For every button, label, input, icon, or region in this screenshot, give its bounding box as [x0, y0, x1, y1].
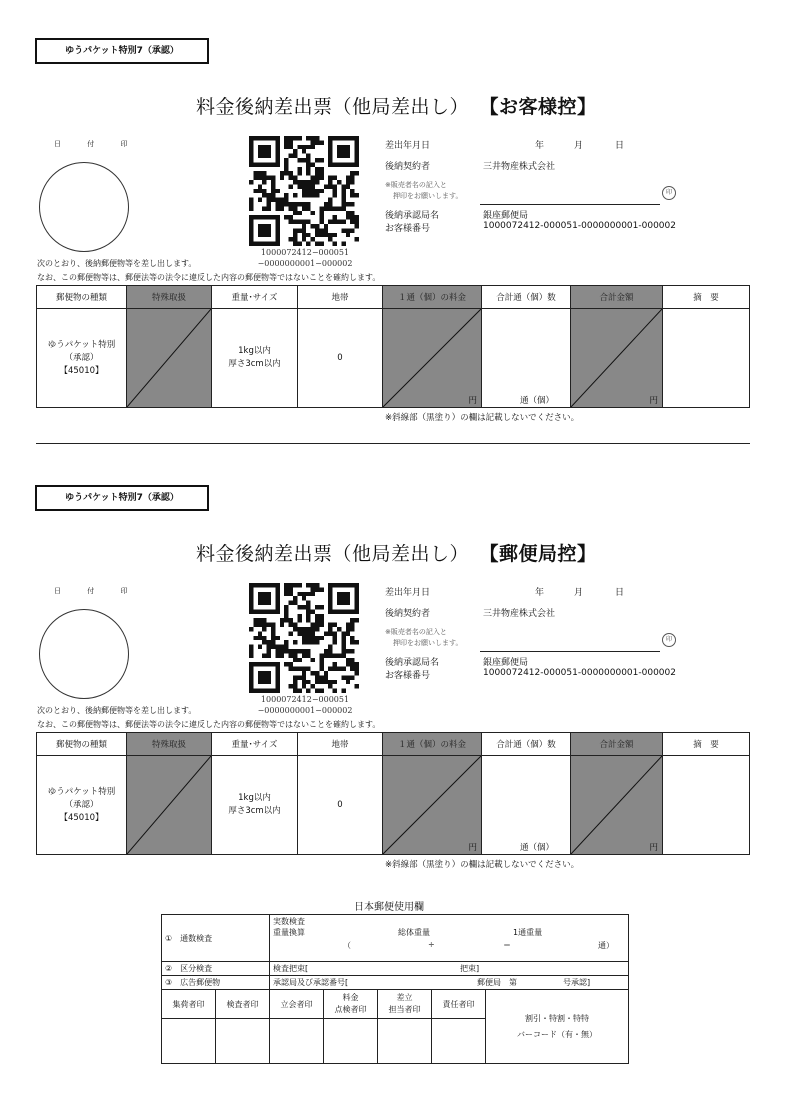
month-label: 月: [574, 588, 584, 598]
table-header-row: [37, 733, 750, 756]
diagonal-slash-icon: [127, 309, 211, 407]
qr-number-line2: −0000000001−000002: [257, 706, 353, 715]
discount-line1: 割引・特割・特特: [525, 1013, 590, 1023]
actual-check-label: 実数検査: [273, 917, 306, 926]
class-check-row: [162, 962, 629, 976]
stamp-header-row: [162, 990, 629, 1019]
qr-code-icon: [247, 583, 361, 693]
ad-mail-label: ③ 広告郵便物: [162, 976, 270, 990]
size-line2: 厚さ3cm以内: [228, 359, 281, 369]
table-header-row: [37, 286, 750, 309]
sender-stamp: [378, 990, 432, 1019]
paren-open: （: [343, 941, 352, 950]
header-remarks: 摘 要: [663, 286, 750, 309]
sender-line1: 差立: [396, 993, 413, 1002]
mail-type-line3: 【45010】: [59, 365, 104, 376]
weight-size-cell: [212, 756, 298, 855]
date-label: 差出年月日: [385, 588, 431, 598]
yen-unit: 円: [468, 396, 477, 406]
date-stamp-label: 日 付 印: [54, 587, 140, 595]
mail-type-line2: （承認）: [64, 799, 99, 810]
total-amount-cell: [571, 756, 663, 855]
count-check-row: [162, 915, 629, 962]
header-total-amount: 合計金額: [571, 286, 663, 309]
bundle-close: 把束]: [460, 964, 480, 973]
total-count-cell: [482, 309, 571, 408]
size-line1: 1kg以内: [238, 793, 271, 803]
formula-row: [273, 940, 625, 953]
date-stamp-circle: [39, 162, 129, 252]
contractor-value: 三井物産株式会社: [483, 609, 556, 619]
seal-mark: 印: [662, 186, 676, 200]
customer-copy-section: [0, 0, 787, 430]
header-mail-type: 郵便物の種類: [37, 286, 127, 309]
seller-note: [385, 627, 462, 649]
seller-note-line1: ※販売者名の記入と: [385, 628, 447, 636]
collector-stamp-area: [162, 1019, 216, 1064]
mail-type-line1: ゆうパケット特別: [47, 339, 116, 350]
witness-stamp: 立会者印: [270, 990, 324, 1019]
header-mail-type: 郵便物の種類: [37, 733, 127, 756]
year-label: 年: [535, 588, 545, 598]
diagonal-slash-icon: [127, 756, 211, 854]
qr-number-line1: 1000072412−000051: [260, 248, 350, 257]
note-line1: 次のとおり、後納郵便物等を差し出します。: [37, 706, 197, 715]
qr-code-icon: [247, 136, 361, 246]
form-title-main: 料金後納差出票（他局差出し）: [196, 96, 470, 118]
witness-stamp-area: [270, 1019, 324, 1064]
weight-size-cell: [212, 309, 298, 408]
customer-number-value: 1000072412-000051-0000000001-000002: [483, 221, 676, 231]
post-office-copy-section: [0, 447, 787, 877]
header-zone: 地帯: [298, 286, 383, 309]
diagonal-slash-icon: [383, 756, 481, 854]
single-weight-label: 1通重量: [513, 928, 543, 937]
contractor-label: 後納契約者: [385, 609, 431, 619]
form-title: [196, 92, 597, 119]
total-amount-cell: [571, 309, 663, 408]
contractor-label: 後納契約者: [385, 162, 431, 172]
signature-line: [480, 651, 660, 652]
mail-details-table: [36, 285, 750, 408]
header-weight-size: 重量･サイズ: [212, 733, 298, 756]
fee-inspect-line1: 料金: [342, 993, 359, 1002]
header-remarks: 摘 要: [663, 733, 750, 756]
size-line2: 厚さ3cm以内: [228, 806, 281, 816]
mail-details-table: [36, 732, 750, 855]
ad-mail-row: [162, 976, 629, 990]
total-count-cell: [482, 756, 571, 855]
zone-cell: 0: [298, 309, 383, 408]
office-label: 後納承認局名: [385, 658, 440, 668]
seller-note: [385, 180, 462, 202]
mail-type-cell: [37, 309, 127, 408]
yen-unit: 円: [649, 396, 658, 406]
footnote: ※斜線部（黒塗り）の欄は記載しないでください。: [385, 860, 580, 870]
seal-mark: 印: [662, 633, 676, 647]
manager-stamp-area: [432, 1019, 486, 1064]
weight-conv-label: 重量換算: [273, 928, 306, 937]
seller-note-line1: ※販売者名の記入と: [385, 181, 447, 189]
sender-line2: 担当者印: [388, 1005, 421, 1014]
section-divider: [36, 443, 750, 444]
zone-cell: 0: [298, 756, 383, 855]
header-total-count: 合計通（個）数: [482, 733, 571, 756]
diagonal-slash-icon: [571, 309, 662, 407]
mail-type-line2: （承認）: [64, 352, 99, 363]
note-line2: なお、この郵便物等は、郵便法等の法令に違反した内容の郵便物等ではないことを確約します。: [37, 720, 381, 729]
table-row: [37, 756, 750, 855]
seller-note-line2: 押印をお願いします。: [393, 192, 463, 200]
qr-number-line1: 1000072412−000051: [260, 695, 350, 704]
fee-inspector-stamp-area: [324, 1019, 378, 1064]
service-badge: ゆうパケット特別7（承認）: [35, 38, 209, 64]
header-special-handling: 特殊取扱: [127, 286, 212, 309]
date-stamp-circle: [39, 609, 129, 699]
discount-line2: バーコード（有・無）: [517, 1029, 598, 1039]
customer-number-label: お客様番号: [385, 671, 431, 681]
service-badge: ゆうパケット特別7（承認）: [35, 485, 209, 511]
form-title-copy: 【お客様控】: [489, 96, 597, 118]
header-zone: 地帯: [298, 733, 383, 756]
note-line1: 次のとおり、後納郵便物等を差し出します。: [37, 259, 197, 268]
total-weight-label: 総体重量: [398, 928, 431, 937]
note-line2: なお、この郵便物等は、郵便法等の法令に違反した内容の郵便物等ではないことを確約します。: [37, 273, 381, 282]
post-office-label: 郵便局 第: [477, 978, 518, 987]
header-unit-fee: １通（個）の料金: [383, 733, 482, 756]
equals-sign: ＝: [503, 941, 512, 950]
office-value: 銀座郵便局: [483, 658, 529, 668]
day-label: 日: [615, 141, 625, 151]
unit-fee-cell: [383, 756, 482, 855]
header-total-count: 合計通（個）数: [482, 286, 571, 309]
approval-office-label: 承認局及び承認番号[: [273, 978, 349, 987]
fee-inspect-line2: 点検者印: [334, 1005, 367, 1014]
diagonal-slash-icon: [383, 309, 481, 407]
sender-stamp-area: [378, 1019, 432, 1064]
year-label: 年: [535, 141, 545, 151]
discount-cell: [486, 990, 629, 1064]
inspect-bundle-label: 検査把束[: [273, 964, 309, 973]
ad-mail-detail: [270, 976, 629, 990]
count-check-label: ① 通数検査: [162, 915, 270, 962]
japan-post-table: [161, 914, 629, 1064]
footnote: ※斜線部（黒塗り）の欄は記載しないでください。: [385, 413, 580, 423]
count-unit: 通（個）: [519, 396, 554, 406]
office-value: 銀座郵便局: [483, 211, 529, 221]
size-line1: 1kg以内: [238, 346, 271, 356]
divide-sign: ÷: [428, 940, 435, 949]
approval-close: 号承認]: [563, 978, 591, 987]
fee-inspector-stamp: [324, 990, 378, 1019]
header-unit-fee: １通（個）の料金: [383, 286, 482, 309]
diagonal-slash-icon: [571, 756, 662, 854]
yen-unit: 円: [649, 843, 658, 853]
mail-type-line1: ゆうパケット特別: [47, 786, 116, 797]
form-title: [196, 539, 597, 566]
form-title-main: 料金後納差出票（他局差出し）: [196, 543, 470, 565]
form-title-copy: 【郵便局控】: [489, 543, 597, 565]
weight-row: [273, 927, 625, 940]
qr-number: [232, 694, 378, 716]
header-weight-size: 重量･サイズ: [212, 286, 298, 309]
signature-line: [480, 204, 660, 205]
mail-type-cell: [37, 756, 127, 855]
mail-type-line3: 【45010】: [59, 812, 104, 823]
class-check-label: ② 区分検査: [162, 962, 270, 976]
day-label: 日: [615, 588, 625, 598]
remarks-cell: [663, 756, 750, 855]
manager-stamp: 責任者印: [432, 990, 486, 1019]
customer-number-label: お客様番号: [385, 224, 431, 234]
qr-number: [232, 247, 378, 269]
date-stamp-label: 日 付 印: [54, 140, 140, 148]
seller-note-line2: 押印をお願いします。: [393, 639, 463, 647]
special-handling-cell: [127, 309, 212, 408]
class-check-detail: [270, 962, 629, 976]
special-handling-cell: [127, 756, 212, 855]
yen-unit: 円: [468, 843, 477, 853]
count-check-detail: [270, 915, 629, 962]
table-row: [37, 309, 750, 408]
qr-number-line2: −0000000001−000002: [257, 259, 353, 268]
header-special-handling: 特殊取扱: [127, 733, 212, 756]
month-label: 月: [574, 141, 584, 151]
tsu-close: 通）: [598, 941, 615, 950]
japan-post-title: 日本郵便使用欄: [354, 902, 424, 913]
count-unit: 通（個）: [519, 843, 554, 853]
date-label: 差出年月日: [385, 141, 431, 151]
header-total-amount: 合計金額: [571, 733, 663, 756]
inspector-stamp-area: [216, 1019, 270, 1064]
inspector-stamp: 検査者印: [216, 990, 270, 1019]
office-label: 後納承認局名: [385, 211, 440, 221]
unit-fee-cell: [383, 309, 482, 408]
contractor-value: 三井物産株式会社: [483, 162, 556, 172]
collector-stamp: 集荷者印: [162, 990, 216, 1019]
customer-number-value: 1000072412-000051-0000000001-000002: [483, 668, 676, 678]
remarks-cell: [663, 309, 750, 408]
